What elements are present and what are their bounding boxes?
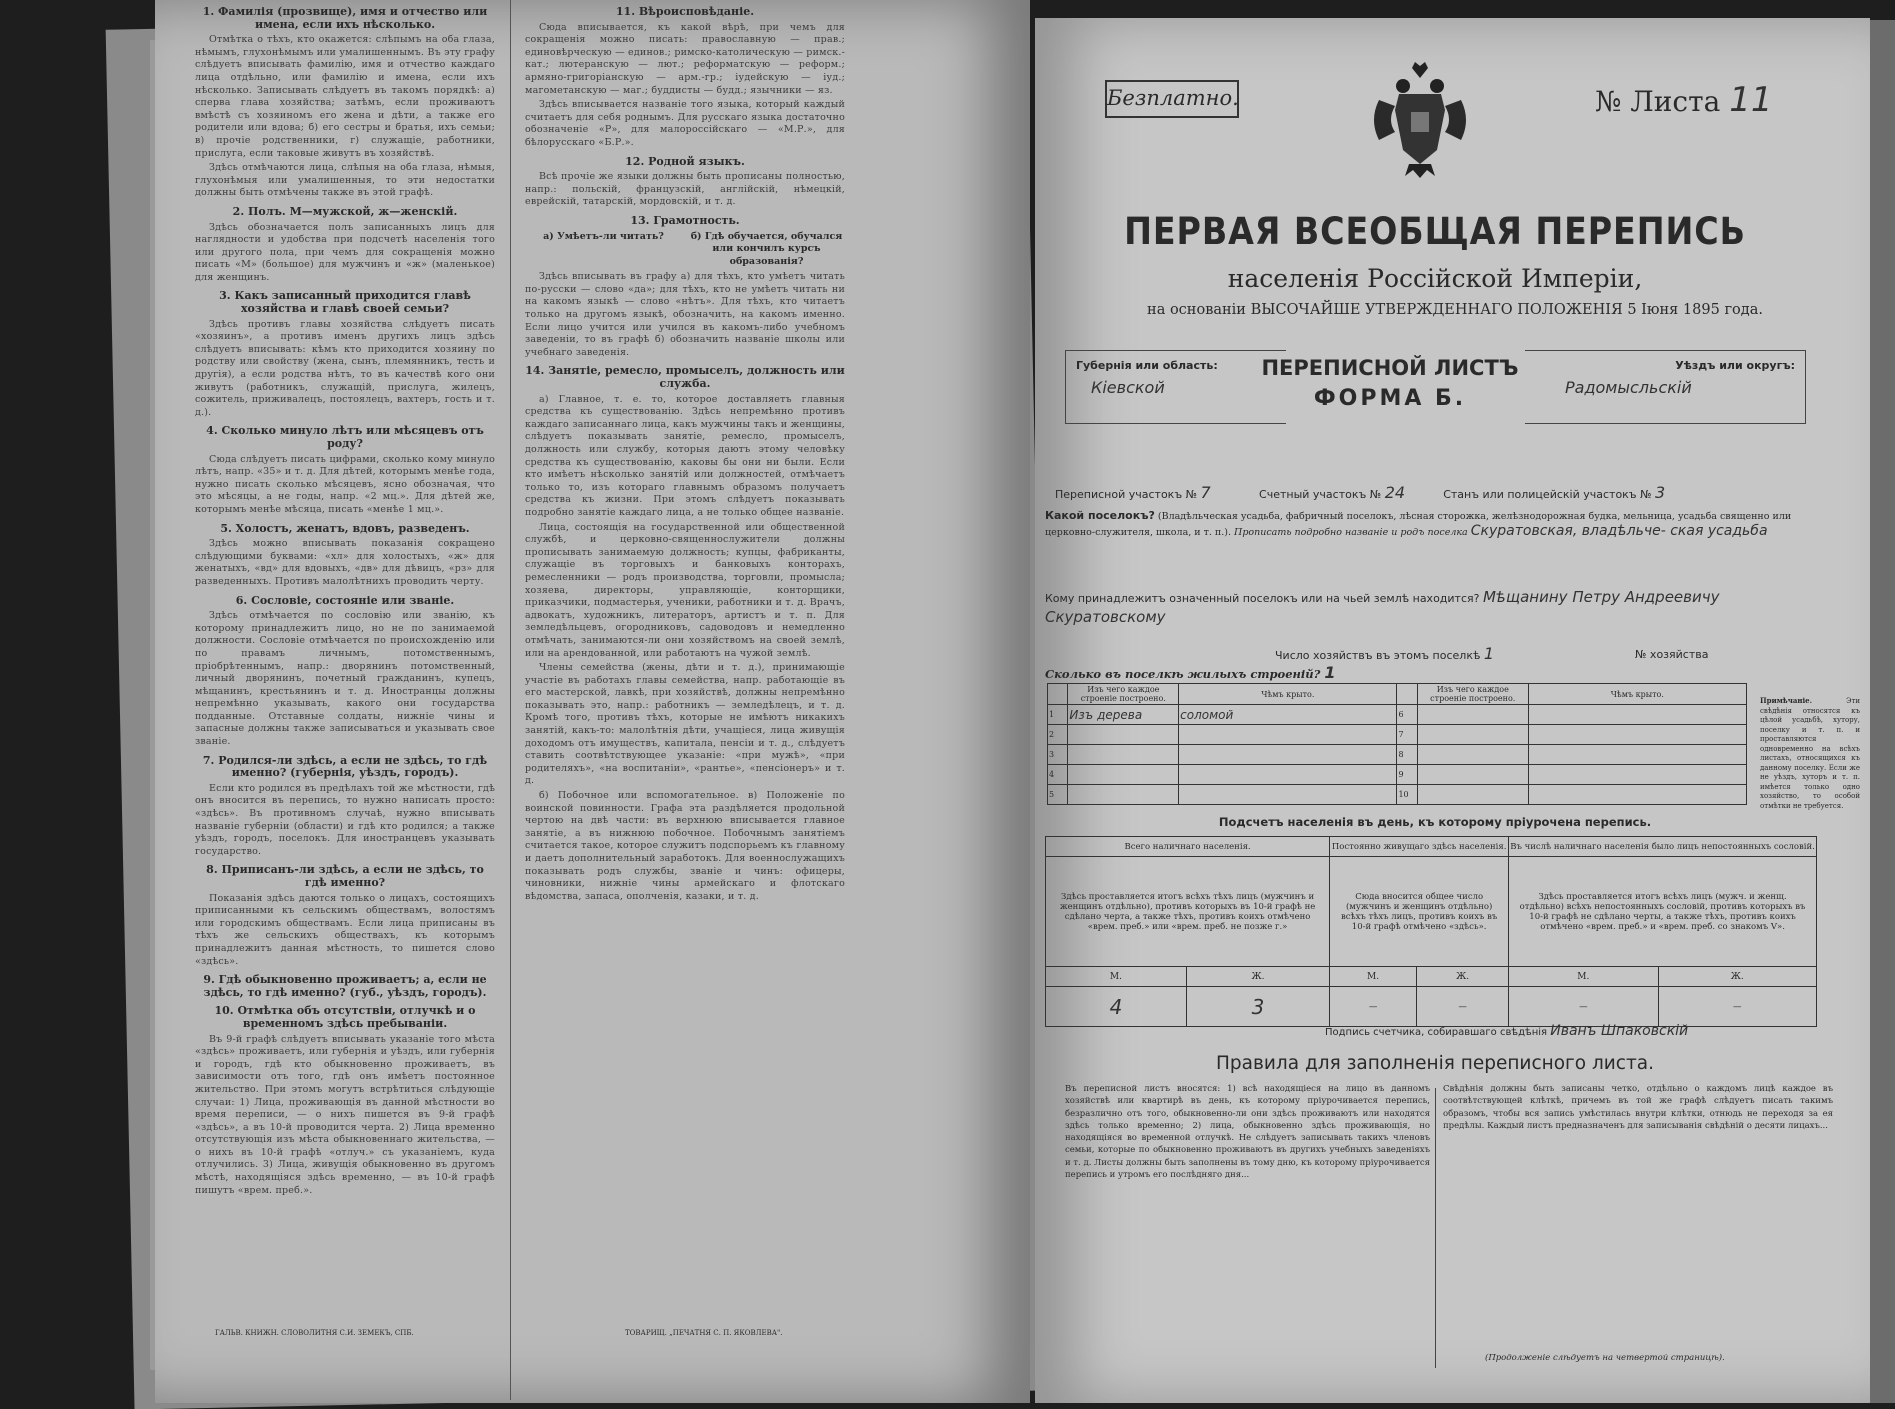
census-basis: на основаніи ВЫСОЧАЙШЕ УТВЕРЖДЕННАГО ПОЛОЖЕНІЯ 5 Іюня 1895 года. <box>1147 302 1763 318</box>
households-value: 1 <box>1483 644 1495 663</box>
resident-female-count: — <box>1417 987 1509 1027</box>
total-male-count: 4 <box>1046 987 1187 1027</box>
rules-column-1: Въ переписной листъ вносятся: 1) всѣ находящіеся на лицо въ данномъ хозяйствѣ или квартирѣ въ день, къ которому пріурочивается перепись, безразлично отъ того, обыкновенно-ли они здѣсь проживаютъ или находятся здѣсь только временно; 2) лица, обыкновенно здѣсь проживающія, но находящіяся во временной отлучкѣ. Не слѣдуетъ записывать такихъ членовъ семьи, которые по обыкновенно проживаютъ въ другихъ учебныхъ заведеніяхъ и т. д. Листы должны быть заполнены въ тому дню, къ которому пріурочивается перепись и утромъ его послѣдняго дня... <box>1065 1084 1430 1181</box>
heading-col2-13b: б) Гдѣ обучается, обучался или кончилъ курсъ образованія? <box>690 230 843 267</box>
census-form-page <box>1035 18 1870 1403</box>
note-block: Примѣчаніе. Эти свѣдѣнія относятся къ цѣлой усадьбѣ, хутору, поселку и т. п. и проставляются одновременно на всѣхъ листахъ, относящихся къ данному поселку. Если же не уѣздъ, хуторъ и т. п. имѣется только одно хозяйство, то особой отмѣтки не требуется. <box>1760 696 1860 810</box>
rules-column-2: Свѣдѣнія должны быть записаны четко, отдѣльно о каждомъ лицѣ каждое въ соотвѣтствующей клѣткѣ, причемъ въ той же графѣ слѣдуетъ писать такимъ образомъ, чтобы вся запись умѣстилась внутри клѣтки, отнюдь не переходя за ея предѣлы. Каждый листъ предназначенъ для записыванія свѣдѣній о десяти лицахъ... <box>1443 1084 1833 1131</box>
buildings-table: Изъ чего каждое строеніе построено. Чѣмъ крыто. Изъ чего каждое строеніе построено. Чѣмъ крыто. 1 Изъ дерева соломой 6 2 7 3 8 4 9 5 10 <box>1047 683 1747 805</box>
instructions-page <box>155 0 1030 1403</box>
heading-col2-12: 12. Родной языкъ. <box>625 154 745 168</box>
nonresident-female-count: — <box>1658 987 1816 1027</box>
heading-col1-6: 6. Сословіе, состояніе или званіе. <box>235 593 455 607</box>
form-title: ПЕРЕПИСНОЙ ЛИСТЪ ФОРМА Б. <box>1261 356 1519 411</box>
population-count-table: Всего наличнаго населенія. Постоянно живущаго здѣсь населенія. Въ числѣ наличнаго населенія было лицъ непостоянныхъ сословій. Здѣсь проставляется итогъ всѣхъ тѣхъ лицъ (мужчинъ и женщинъ отдѣльно), противъ которыхъ въ 10-й графѣ не сдѣлано черта, а также тѣхъ, противъ коихъ отмѣчено «врем. преб.» или «врем. преб. не позже г.» Сюда вносится общее число (мужчинъ и женщинъ отдѣльно) всѣхъ тѣхъ лицъ, противъ коихъ въ 10-й графѣ отмѣчено «здѣсь». Здѣсь проставляется итогъ всѣхъ лицъ (мужч. и женщ. отдѣльно) всѣхъ непостоянныхъ сословій, противъ которыхъ въ 10-й графѣ не сдѣлано черты, а также тѣхъ, противъ коихъ отмѣчено «врем. преб.» и «врем. преб. со знакомъ V». М. Ж. М. Ж. М. Ж. 4 3 — — — — <box>1045 836 1817 1027</box>
building-1-material: Изъ дерева <box>1068 705 1179 725</box>
buildings-value: 1 <box>1324 663 1336 682</box>
count-title: Подсчетъ населенія въ день, къ которому пріурочена перепись. <box>1218 815 1652 829</box>
nonresident-male-count: — <box>1509 987 1658 1027</box>
heading-col1-8: 8. Приписанъ-ли здѣсь, а если не здѣсь, то гдѣ именно? <box>206 863 484 889</box>
heading-col2-11: 11. Вѣроисповѣданіе. <box>615 5 755 18</box>
heading-col1-3: 3. Какъ записанный приходится главѣ хозяйства и главѣ своей семьи? <box>219 289 471 316</box>
stan-value: 3 <box>1655 483 1666 502</box>
instructions-column-1: 1. Фамилія (прозвище), имя и отчество или имена, если ихъ нѣсколько. Отмѣтка о тѣхъ, кто окажется: слѣпымъ на оба глаза, нѣмымъ, глухонѣмымъ или умалишеннымъ. Въ эту графу слѣдуетъ вписывать фамилію, имя и отчество каждаго лица отдѣльно, или фамилію и имена, если ихъ нѣсколько. Записывать слѣдуетъ въ такомъ порядкѣ: а) сперва глава хозяйства; затѣмъ, если проживаютъ вмѣстѣ съ хозяиномъ его жена и дѣти, а также его родители или вдова; б) его сестры и братья, ихъ семьи; в) прочіе родственники, г) служащіе, работники, прислуга, если таковые живутъ въ хозяйствѣ. Здѣсь отмѣчаются лица, слѣпыя на оба глаза, нѣмыя, глухонѣмыя или умалишенныя, то эти недостатки должны быть отмѣчены также въ этой графѣ. 2. Полъ. М—мужской, ж—женскій. Здѣсь обозначается полъ записанныхъ лицъ для наглядности и удобства при подсчетѣ населенія того или другого пола, при чемъ для сокращенія можно писать «М» (большое) для мужчинъ и «ж» (маленькое) для женщинъ. 3. Какъ записанный приходится главѣ хозяйства и главѣ своей семьи? Здѣсь противъ главы хозяйства слѣдуетъ писать «хозяинъ», а противъ именъ другихъ лицъ здѣсь слѣдуетъ вписывать: кѣмъ кто приходится хозяину по родству или свойству (жена, сынъ, племянникъ, тесть и другія), а если родства нѣтъ, то въ качествѣ кого они живутъ (работникъ, служащій, прислуга, жилецъ, сожитель, приживалецъ, постоялецъ, вахтеръ, гость и т. д.). 4. Сколько минуло лѣтъ или мѣсяцевъ отъ роду? Сюда слѣдуетъ писать цифрами, сколько кому минуло лѣтъ, напр. «35» и т. д. Для дѣтей, которымъ менѣе года, нужно писать сколько мѣсяцевъ, ясно обозначая, что это мѣсяцы, а не годы, напр. «2 мц.». Для дѣтей же, которымъ менѣе мѣсяца, писать «менѣе 1 мц.». 5. Холостъ, женатъ, вдовъ, разведенъ. Здѣсь можно вписывать показанія сокращено слѣдующими буквами: «хл» для холостыхъ, «ж» для женатыхъ, «вд» для вдовыхъ, «дв» для дѣвицъ, «рз» для разведенныхъ. Противъ малолѣтнихъ проводить черту. 6. Сословіе, состояніе или званіе. Здѣсь отмѣчается по сословію или званію, къ которому принадлежитъ лицо, но не по занимаемой должности. Сословіе отмѣчается по происхожденію или по правамъ личнымъ, потомственнымъ, пріобрѣтеннымъ, напр.: дворянинъ потомственный, личный дворянинъ, почетный гражданинъ, купецъ, мѣщанинъ, крестьянинъ и т. д. Иностранцы должны непремѣнно указывать, какого они государства подданные. Отставные солдаты, нижніе чины и запасные должны также записываться и указывать свое званіе. 7. Родился-ли здѣсь, а если не здѣсь, то гдѣ именно? (губернія, уѣздъ, городъ). Если кто родился въ предѣлахъ той же мѣстности, гдѣ онъ вносится въ перепись, то нужно написать просто: «здѣсь». Въ противномъ случаѣ, нужно вписывать названіе губерніи (области) и гдѣ кто родился; а также уѣздъ, городъ, поселокъ. Для иностранцевъ указывать государство. 8. Приписанъ-ли здѣсь, а если не здѣсь, то гдѣ именно? Показанія здѣсь даются только о лицахъ, состоящихъ приписанными къ сельскимъ обществамъ, волостямъ или городскимъ обществамъ. Если лица приписаны въ тѣхъ же сельскихъ обществахъ, къ которымъ принадлежитъ данная мѣстность, то пишется слово «здѣсь». 9. Гдѣ обыкновенно проживаетъ; а, если не здѣсь, то гдѣ именно? (губ., уѣздъ, городъ). 10. Отмѣтка объ отсутствіи, отлучкѣ и о временномъ здѣсь пребываніи. Въ 9-й графѣ слѣдуетъ вписывать указаніе того мѣста «здѣсь» проживаетъ, или губернія и уѣздъ, или губернія и городъ, гдѣ кто обыкновенно проживаетъ, въ зависимости отъ того, гдѣ онъ имѣетъ постоянное жительство. При этомъ могутъ встрѣтиться слѣдующіе случаи: 1) Лица, проживающія въ данной мѣстности во время переписи, — о нихъ пишется въ 9-й графѣ «здѣсь», а въ 10-й проводится черта. 2) Лица временно отсутствующія изъ мѣста обыкновеннаго жительства, — о нихъ въ 10-й графѣ «отлуч.» съ указаніемъ, куда отлучились. 3) Лица, живущія обыкновенно въ другомъ мѣстѣ, находящіяся здѣсь временно, — въ 10-й графѣ пишутъ «врем. преб.». ГАЛЬВ. КНИЖН. СЛОВОЛИТНЯ С.И. ЗЕМЕКЪ, СПБ. <box>195 0 495 1380</box>
rules-divider <box>1435 1088 1436 1368</box>
sheet-number-value: 11 <box>1729 80 1773 120</box>
census-subtitle: населенія Россійской Имперіи, <box>1227 264 1643 293</box>
count-district-value: 24 <box>1384 483 1406 502</box>
gubernia-value: Кіевской <box>1091 378 1165 397</box>
census-district-value: 7 <box>1200 483 1211 502</box>
heading-col1-2: 2. Полъ. М—мужской, ж—женскій. <box>232 204 458 218</box>
sheet-number-label: № Листа 11 <box>1595 80 1773 120</box>
owner-row: Кому принадлежитъ означенный поселокъ или на чьей землѣ находится? Мѣщанину Петру Андреевичу Скуратовскому <box>1045 588 1720 626</box>
gubernia-box: Губернія или область: Кіевской <box>1065 350 1286 424</box>
signature-value: Иванъ Шпаковскій <box>1550 1023 1689 1039</box>
printer-footer-right: ТОВАРИЩ. „ПЕЧАТНЯ С. П. ЯКОВЛЕВА". <box>625 1329 783 1338</box>
district-row: Переписной участокъ № 7 Счетный участокъ № 24 Станъ или полицейскій участокъ № 3 <box>1055 483 1666 502</box>
household-number-label: № хозяйства <box>1635 648 1709 661</box>
heading-col2-14: 14. Занятіе, ремесло, промыселъ, должность или служба. <box>525 364 845 391</box>
buildings-row: Сколько въ поселкѣ жилыхъ строеній? 1 <box>1045 663 1336 682</box>
households-row: Число хозяйствъ въ этомъ поселкѣ 1 <box>1275 644 1495 663</box>
heading-col1-9: 9. Гдѣ обыкновенно проживаетъ; а, если не здѣсь, то гдѣ именно? (губ., уѣздъ, городъ). <box>203 973 487 999</box>
rules-title: Правила для заполненія переписного листа. <box>1216 1053 1654 1074</box>
signature-row: Подпись счетчика, собиравшаго свѣдѣнія Иванъ Шпаковскій <box>1325 1023 1689 1039</box>
census-title: ПЕРВАЯ ВСЕОБЩАЯ ПЕРЕПИСЬ <box>1124 210 1746 253</box>
printer-footer-left: ГАЛЬВ. КНИЖН. СЛОВОЛИТНЯ С.И. ЗЕМЕКЪ, СПБ. <box>215 1329 414 1338</box>
uezd-value: Радомысльскій <box>1565 378 1692 397</box>
settlement-value: Скуратовская, владѣльче- ская усадьба <box>1470 523 1768 539</box>
heading-col1-4: 4. Сколько минуло лѣтъ или мѣсяцевъ отъ роду? <box>206 424 484 450</box>
column-divider <box>510 0 511 1400</box>
heading-col2-13a: а) Умѣетъ-ли читать? <box>543 230 664 242</box>
building-1-roof: соломой <box>1179 705 1397 725</box>
heading-col1-7: 7. Родился-ли здѣсь, а если не здѣсь, то гдѣ именно? (губернія, уѣздъ, городъ). <box>202 753 488 780</box>
total-female-count: 3 <box>1186 987 1329 1027</box>
instructions-column-2: 11. Вѣроисповѣданіе. Сюда вписывается, къ какой вѣрѣ, при чемъ для сокращенія можно писать: православную — прав.; единовѣрческую — единов.; римско-католическую — римск.-кат.; лютеранскую — лют.; реформатскую — реформ.; армяно-григоріанскую — арм.-гр.; іудейскую — іуд.; магометанскую — маг.; буддисты — будд.; язычники — яз. Здѣсь вписывается названіе того языка, который каждый считаетъ для себя роднымъ. Для русскаго языка достаточно обозначеніе «Р», для малороссійскаго — «М.Р.», для бѣлорусскаго «Б.Р.». 12. Родной языкъ. Всѣ прочіе же языки должны быть прописаны полностью, напр.: польскій, французскій, англійскій, нѣмецкій, еврейскій, татарскій, мордовскій, и т. д. 13. Грамотность. а) Умѣетъ-ли читать? б) Гдѣ обучается, обучался или кончилъ курсъ образованія? Здѣсь вписывать въ графу а) для тѣхъ, кто умѣетъ читать по-русски — слово «да»; для тѣхъ, кто не умѣетъ читать ни на какомъ языкѣ — слово «нѣтъ». Для тѣхъ, кто читаетъ только на другомъ языкѣ, обозначить, на какомъ именно. Если лицо учится или учился въ какомъ-либо учебномъ заведеніи, то въ графѣ б) обозначить названіе школы или учебнаго заведенія. 14. Занятіе, ремесло, промыселъ, должность или служба. а) Главное, т. е. то, которое доставляетъ главныя средства къ существованію. Здѣсь непремѣнно противъ каждаго записаннаго лица, какъ мужчины такъ и женщины, слѣдуетъ показывать занятіе, ремесло, промыселъ, должность или службу, которыя даютъ этому человѣку средства къ существованію, каковы бы они ни были. Если кто имѣетъ нѣсколько занятій или должностей, отмѣчаетъ только то, изъ котораго главнымъ образомъ получаетъ средства къ жизни. При этомъ слѣдуетъ показывать подробно занятіе каждаго лица, а не только общее названіе. Лица, состоящія на государственной или общественной службѣ, и церковно-священнослужители должны прописывать занимаемую должность; купцы, фабриканты, служащіе въ торговыхъ и банковыхъ конторахъ, ремесленники — родъ производства, торговли, промысла; хозяева, директоры, управляющіе, конторщики, приказчики, подмастерья, ученики, работники и т. д. Врачъ, адвокатъ, художникъ, литераторъ, артистъ и т. п. Для земледѣльцевъ, огородниковъ, садоводовъ и немедленно отмѣчать, занимаются-ли они хозяйствомъ на своей землѣ, или на арендованной, или работаютъ на чужой землѣ. Члены семейства (жены, дѣти и т. д.), принимающіе участіе въ работахъ главы семейства, напр. работающіе въ его мастерской, лавкѣ, при хозяйствѣ, должны непремѣнно показывать это, напр.: работникъ — земледѣлецъ, и т. д. Кромѣ того, противъ тѣхъ, которые не имѣютъ никакихъ занятій, какъ-то: малолѣтнія дѣти, учащіеся, лица живущія доходомъ отъ имуществъ, капитала, пенсіи и т. д., слѣдуетъ ставить соотвѣтствующее указаніе: «при мужѣ», «при родителяхъ», «на воспитаніи», «рантье», «пенсіонеръ» и т. д. б) Побочное или вспомогательное. в) Положеніе по воинской повинности. Графа эта раздѣляется продольной чертою на двѣ части: въ верхнюю вписывается главное занятіе, а въ нижнюю побочное. Побочнымъ занятіемъ считается такое, которое служитъ подспорьемъ къ главному и даетъ дополнительный заработокъ. Для военнослужащихъ показывать родъ службы, званіе и чинъ: офицеры, чиновники, нижніе чины армейскаго и флотскаго вѣдомства, запаса, ополченія, казаки, и т. д. ТОВАРИЩ. „ПЕЧАТНЯ С. П. ЯКОВЛЕВА". <box>525 0 845 1380</box>
heading-col1-10: 10. Отмѣтка объ отсутствіи, отлучкѣ и о временномъ здѣсь пребываніи. <box>214 1004 476 1030</box>
settlement-row: Какой поселокъ? (Владѣльческая усадьба, фабричный поселокъ, лѣсная сторожка, желѣзнодорожная будка, мельница, усадьба священно или церковно-служителя, школа, и т. п.). Прописать подробно названіе и родъ поселка Скуратовская, владѣльче- ская усадьба <box>1045 509 1792 539</box>
owner-value: Мѣщанину Петру Андреевичу Скуратовскому <box>1045 588 1720 626</box>
heading-col1-5: 5. Холостъ, женатъ, вдовъ, разведенъ. <box>220 521 470 535</box>
continuation-note: (Продолженіе слѣдуетъ на четвертой страницѣ). <box>1485 1353 1725 1363</box>
uezd-box: Уѣздъ или округъ: Радомысльскій <box>1525 350 1806 424</box>
free-badge: Безплатно. <box>1105 80 1239 118</box>
heading-col1-1: 1. Фамилія (прозвище), имя и отчество или имена, если ихъ нѣсколько. <box>202 5 488 31</box>
resident-male-count: — <box>1330 987 1417 1027</box>
heading-col2-13: 13. Грамотность. <box>630 213 740 227</box>
imperial-eagle-emblem <box>1365 60 1475 180</box>
